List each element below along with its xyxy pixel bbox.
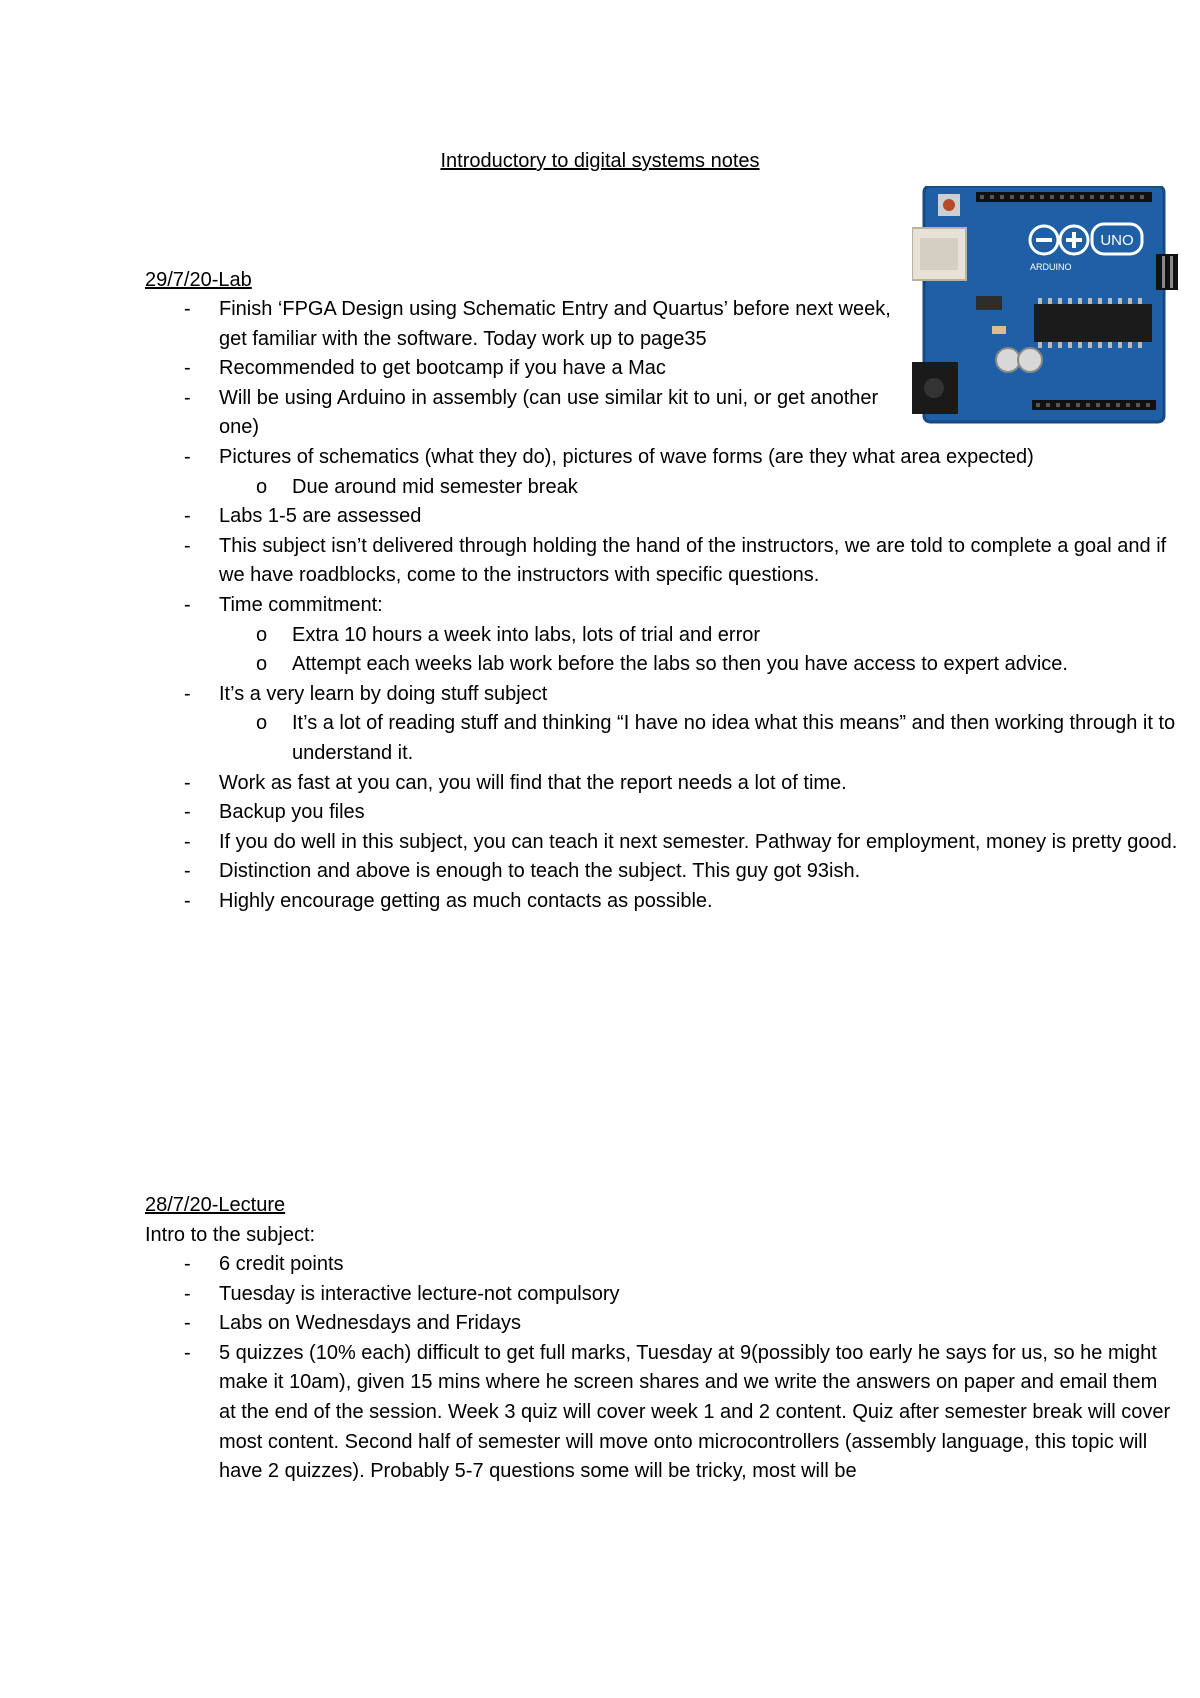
- page-title: Introductory to digital systems notes: [440, 150, 760, 172]
- circle-bullet: o: [256, 475, 268, 498]
- dash-bullet: -: [184, 1253, 191, 1275]
- dash-bullet: -: [184, 682, 191, 705]
- dash-bullet: -: [184, 889, 191, 912]
- circle-bullet: o: [256, 623, 268, 646]
- dash-bullet: -: [184, 534, 191, 557]
- list-item: - If you do well in this subject, you can teach it next semester. Pathway for employment, money is pretty good.: [145, 828, 1179, 858]
- sub-list: [219, 473, 1179, 503]
- sub-list-item: o It’s a lot of reading stuff and thinking “I have no idea what this means” and then working through it to understand it.: [146, 709, 1179, 768]
- dash-bullet: -: [184, 801, 191, 824]
- list-item: - Labs 1-5 are assessed: [145, 502, 1179, 532]
- list-item: - Recommended to get bootcamp if you have a Mac: [145, 354, 909, 384]
- list-item: - Highly encourage getting as much contacts as possible.: [145, 887, 1179, 917]
- sub-list: [219, 621, 1179, 680]
- board-model-label: UNO: [1100, 232, 1134, 249]
- list-item: - Finish ‘FPGA Design using Schematic Entry and Quartus’ before next week, get familiar with the software. Today work up to page35: [145, 295, 909, 354]
- dash-bullet: -: [184, 445, 191, 468]
- lab-list: [145, 295, 1179, 916]
- sub-list: [219, 709, 1179, 768]
- list-item: - Distinction and above is enough to teach the subject. This guy got 93ish.: [145, 857, 1179, 887]
- list-item: - Labs on Wednesdays and Fridays: [145, 1309, 1179, 1339]
- list-item: - Work as fast at you can, you will find that the report needs a lot of time.: [145, 769, 1179, 799]
- list-item: - Will be using Arduino in assembly (can use similar kit to uni, or get another one): [145, 384, 909, 443]
- dash-bullet: -: [184, 593, 191, 616]
- dash-bullet: -: [184, 1312, 191, 1335]
- sub-list-item: o Due around mid semester break: [146, 473, 1179, 503]
- list-item: - It’s a very learn by doing stuff subject o It’s a lot of reading stuff and thinking “I have no idea what this means” and then working through it to understand it.: [145, 680, 1179, 769]
- dash-bullet: -: [184, 1341, 191, 1364]
- circle-bullet: o: [256, 653, 268, 676]
- list-item: - Backup you files: [145, 798, 1179, 828]
- dash-bullet: -: [184, 830, 191, 853]
- sub-list-item: o Extra 10 hours a week into labs, lots of trial and error: [146, 621, 1179, 651]
- board-brand-label: ARDUINO: [1030, 262, 1072, 272]
- lecture-heading: 28/7/20-Lecture: [145, 1194, 286, 1216]
- lab-heading: 29/7/20-Lab: [145, 269, 252, 291]
- lab-section: [145, 265, 1179, 916]
- dash-bullet: -: [184, 860, 191, 883]
- lecture-list: [145, 1250, 1179, 1487]
- list-item: - This subject isn’t delivered through holding the hand of the instructors, we are told to complete a goal and if we have roadblocks, come to the instructors with specific questions.: [145, 532, 1179, 591]
- lecture-section: [145, 1190, 1179, 1487]
- list-item: - Pictures of schematics (what they do), pictures of wave forms (are they what area expected) o Due around mid semester break: [145, 443, 1179, 502]
- list-item: - 5 quizzes (10% each) difficult to get full marks, Tuesday at 9(possibly too early he says for us, so he might make it 10am), given 15 mins where he screen shares and we write the answers on paper and email them at the end of the session. Week 3 quiz will cover week 1 and 2 content. Quiz after semester break will cover most content. Second half of semester will move onto microcontrollers (assembly language, this topic will have 2 quizzes). Probably 5-7 questions some will be tricky, most will be: [145, 1339, 1179, 1487]
- list-item: - Tuesday is interactive lecture-not compulsory: [145, 1280, 1179, 1310]
- circle-bullet: o: [256, 712, 268, 735]
- dash-bullet: -: [184, 298, 191, 320]
- dash-bullet: -: [184, 386, 191, 409]
- dash-bullet: -: [184, 505, 191, 528]
- lecture-intro: Intro to the subject:: [145, 1224, 316, 1246]
- dash-bullet: -: [184, 771, 191, 794]
- dash-bullet: -: [184, 1282, 191, 1305]
- list-item: - Time commitment: o Extra 10 hours a week into labs, lots of trial and error o Attempt each weeks lab work before the labs so then you have access to expert advice.: [145, 591, 1179, 680]
- dash-bullet: -: [184, 357, 191, 380]
- list-item: - 6 credit points: [145, 1250, 1179, 1280]
- sub-list-item: o Attempt each weeks lab work before the labs so then you have access to expert advice.: [146, 650, 1179, 680]
